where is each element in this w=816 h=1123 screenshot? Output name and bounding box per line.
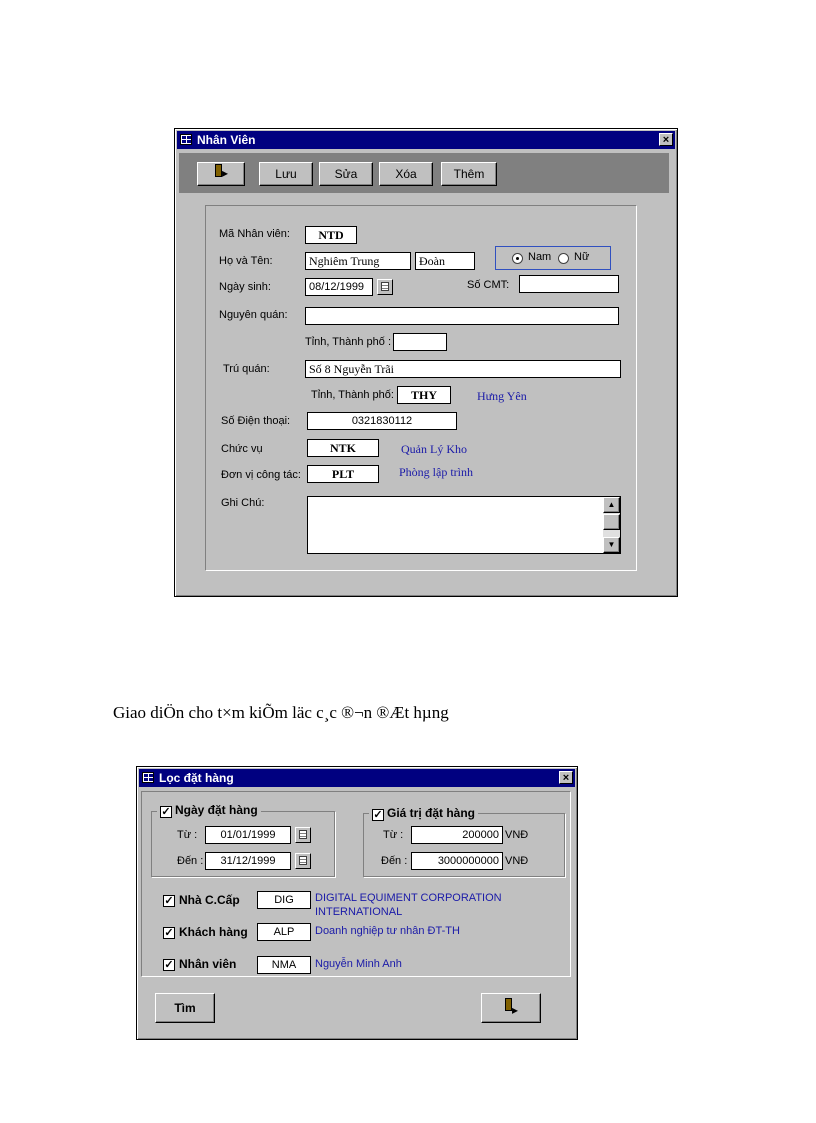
scroll-up-arrow-icon[interactable]: ▲: [603, 497, 620, 513]
employee-label: Nhân viên: [179, 957, 237, 971]
customer-code-field[interactable]: ALP: [257, 923, 311, 941]
value-to-unit: VNĐ: [505, 855, 529, 867]
don-vi-name: Phòng lập trình: [399, 465, 473, 479]
value-to-field[interactable]: 3000000000: [411, 852, 503, 870]
supplier-name-line1: DIGITAL EQUIMENT CORPORATION: [315, 892, 502, 904]
save-label: Lưu: [275, 167, 297, 181]
gender-male-radio[interactable]: [512, 253, 523, 264]
value-to-label: Đến :: [381, 855, 408, 867]
ngay-sinh-field[interactable]: 08/12/1999: [305, 278, 373, 296]
exit-button[interactable]: [481, 993, 541, 1023]
ghi-chu-label: Ghi Chú:: [221, 497, 265, 509]
order-value-checkbox[interactable]: ✓: [373, 809, 383, 821]
employee-code-field[interactable]: NMA: [257, 956, 311, 974]
supplier-code-field[interactable]: DIG: [257, 891, 311, 909]
gender-female-label: Nữ: [574, 251, 590, 263]
edit-label: Sửa: [334, 167, 358, 181]
order-date-title-text: Ngày đặt hàng: [175, 803, 258, 817]
employee-window: [174, 128, 678, 597]
ho-field[interactable]: Nghiêm Trung: [305, 252, 411, 270]
chuc-vu-name: Quản Lý Kho: [401, 442, 467, 456]
so-cmt-label: Số CMT:: [467, 279, 510, 291]
customer-label: Khách hàng: [179, 925, 248, 939]
chuc-vu-field[interactable]: NTK: [307, 439, 379, 457]
value-from-field[interactable]: 200000: [411, 826, 503, 844]
order-value-title-text: Giá trị đặt hàng: [387, 806, 476, 820]
toolbar: [179, 153, 669, 193]
delete-label: Xóa: [395, 167, 417, 181]
employee-checkbox[interactable]: ✓: [164, 959, 174, 971]
order-date-checkbox[interactable]: ✓: [161, 806, 171, 818]
order-value-group-title: [369, 806, 478, 820]
caption-text: Giao diÖn cho t×m kiÕm läc c¸c ®¬n ®Æt hµng: [113, 703, 449, 722]
ten-field[interactable]: Đoàn: [415, 252, 475, 270]
so-cmt-field[interactable]: [519, 275, 619, 293]
calendar-icon[interactable]: [295, 853, 311, 869]
calendar-icon[interactable]: [295, 827, 311, 843]
chuc-vu-label: Chức vụ: [221, 443, 263, 455]
supplier-name-line2: INTERNATIONAL: [315, 906, 403, 918]
employee-name: Nguyễn Minh Anh: [315, 958, 402, 970]
date-to-field[interactable]: 31/12/1999: [205, 852, 291, 870]
date-from-field[interactable]: 01/01/1999: [205, 826, 291, 844]
tinh2-name: Hưng Yên: [477, 389, 527, 403]
value-from-label: Từ :: [383, 829, 404, 841]
delete-button[interactable]: [379, 162, 433, 186]
ho-ten-label: Họ và Tên:: [219, 255, 273, 267]
don-vi-label: Đơn vị công tác:: [221, 469, 301, 481]
exit-door-icon: [503, 998, 519, 1012]
ma-nv-label: Mã Nhân viên:: [219, 228, 290, 240]
dien-thoai-field[interactable]: 0321830112: [307, 412, 457, 430]
tinh2-field[interactable]: THY: [397, 386, 451, 404]
search-button[interactable]: [155, 993, 215, 1023]
form-icon: [142, 772, 154, 783]
close-button[interactable]: ×: [559, 771, 573, 784]
order-filter-window: [136, 766, 578, 1040]
dien-thoai-label: Số Điện thoại:: [221, 415, 291, 427]
search-label: Tìm: [174, 1001, 196, 1015]
order-filter-window-title: Lọc đặt hàng: [159, 771, 234, 785]
employee-window-title: Nhân Viên: [197, 133, 256, 147]
ghi-chu-textarea[interactable]: [307, 496, 621, 554]
calendar-icon[interactable]: [377, 279, 393, 295]
form-icon: [180, 134, 192, 145]
date-to-label: Đến :: [177, 855, 204, 867]
save-button[interactable]: [259, 162, 313, 186]
gender-male-label: Nam: [528, 251, 552, 263]
tru-quan-label: Trú quán:: [223, 363, 270, 375]
ghi-chu-scrollbar[interactable]: [603, 497, 620, 553]
add-label: Thêm: [453, 167, 485, 181]
ngay-sinh-label: Ngày sinh:: [219, 281, 271, 293]
exit-button[interactable]: [197, 162, 245, 186]
nguyen-quan-label: Nguyên quán:: [219, 309, 288, 321]
tinh2-label: Tỉnh, Thành phố:: [311, 389, 394, 401]
gender-group: [495, 246, 611, 270]
employee-titlebar: [177, 131, 675, 149]
tinh1-field[interactable]: [393, 333, 447, 351]
supplier-checkbox[interactable]: ✓: [164, 895, 174, 907]
order-date-group-title: [157, 803, 261, 817]
supplier-label: Nhà C.Cấp: [179, 893, 240, 907]
date-from-label: Từ :: [177, 829, 198, 841]
don-vi-field[interactable]: PLT: [307, 465, 379, 483]
edit-button[interactable]: [319, 162, 373, 186]
ma-nv-field[interactable]: NTD: [305, 226, 357, 244]
customer-checkbox[interactable]: ✓: [164, 927, 174, 939]
exit-door-icon: [213, 164, 229, 178]
tinh1-label: Tỉnh, Thành phố :: [305, 336, 392, 348]
close-button[interactable]: ×: [659, 133, 673, 146]
value-from-unit: VNĐ: [505, 829, 529, 841]
nguyen-quan-field[interactable]: [305, 307, 619, 325]
tru-quan-field[interactable]: Số 8 Nguyễn Trãi: [305, 360, 621, 378]
gender-female-radio[interactable]: [558, 253, 569, 264]
add-button[interactable]: [441, 162, 497, 186]
customer-name: Doanh nghiệp tư nhân ĐT-TH: [315, 925, 460, 937]
scroll-down-arrow-icon[interactable]: ▼: [603, 537, 620, 553]
scroll-thumb[interactable]: [603, 514, 620, 530]
order-filter-titlebar: [139, 769, 575, 787]
